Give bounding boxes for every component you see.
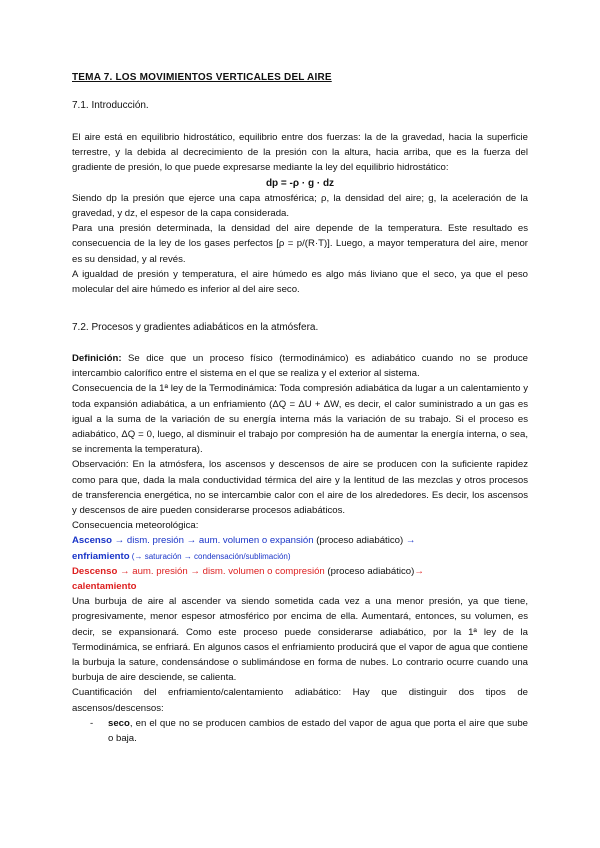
- process-type-list: [72, 716, 528, 746]
- ascent-result: enfriamiento: [72, 550, 130, 562]
- definition-text: Se dice que un proceso físico (termodinámico) es adiabático cuando no se produce intercambio calorífico entre el sistema en el que se realiza y el exterior al sistema.: [72, 353, 528, 380]
- descent-process: (proceso adiabático): [324, 565, 415, 577]
- meteo-label: Consecuencia meteorológica:: [72, 520, 199, 532]
- ascent-note: (→ saturación → condensación/sublimación): [129, 551, 291, 561]
- descent-chain: → aum. presión → dism. volumen o compresión: [117, 565, 325, 577]
- observation-paragraph: Observación: En la atmósfera, los ascensos y descensos de aire se producen con la suficiente rapidez como para que, dada la mala conductividad térmica del aire y la lentitud de las mezclas y otros procesos de transferencia energética, no se intercambie calor con el aire de los alrededores. Es decir, los ascensos y descensos de aire pueden considerarse procesos adiabáticos.: [72, 459, 528, 517]
- formula-explanation: Siendo dp la presión que ejerce una capa atmosférica; ρ, la densidad del aire; g, la aceleración de la gravedad, y dz, el espesor de la capa considerada.: [72, 192, 528, 220]
- ascent-word: Ascenso: [72, 535, 112, 547]
- section-7-2-body: [72, 351, 528, 746]
- section-heading-7-2: 7.2. Procesos y gradientes adiabáticos en la atmósfera.: [72, 322, 319, 333]
- hydrostatic-formula: dp = -ρ · g · dz: [265, 177, 335, 189]
- descent-arrow: →: [414, 565, 424, 577]
- consequence-paragraph: Consecuencia de la 1ª ley de la Termodinámica: Toda compresión adiabática da lugar a un calentamiento y toda expansión adiabática, a un enfriamiento (ΔQ = ΔU + ΔW, es decir, el calor suministrado a un gas es igual a la suma de la variación de su energía interna más la variación de su trabajo. Si el proceso es adiabático, ΔQ = 0, luego, al disminuir el trabajo por compresión ha de aumentar la energía interna, o sea, se incrementa la temperatura).: [72, 383, 528, 456]
- ascent-arrow: →: [405, 535, 416, 547]
- descent-word: Descenso: [72, 565, 118, 577]
- dry-label: seco: [108, 717, 130, 729]
- descent-result: calentamiento: [72, 581, 137, 593]
- humid-air-paragraph: A igualdad de presión y temperatura, el aire húmedo es algo más liviano que el seco, ya que el peso molecular del aire húmedo es inferior al del aire seco.: [72, 268, 528, 296]
- list-item-dry: [108, 716, 528, 746]
- dry-text: , en el que no se producen cambios de estado del vapor de agua que porta el aire que sube o baja.: [108, 717, 528, 745]
- density-paragraph: Para una presión determinada, la densidad del aire depende de la temperatura. Este resultado es consecuencia de la ley de los gases perfectos [ρ = p/(R·T)]. Luego, a mayor temperatura del aire, menor es su densidad, y al revés.: [72, 223, 528, 265]
- ascent-line: [72, 533, 528, 563]
- quantification-paragraph: Cuantificación del enfriamiento/calentamiento adiabático: Hay que distinguir dos tipos de ascensos/descensos:: [72, 687, 528, 714]
- page-title: TEMA 7. LOS MOVIMIENTOS VERTICALES DEL AIRE: [72, 72, 332, 83]
- descent-line: [72, 564, 528, 594]
- bubble-paragraph: Una burbuja de aire al ascender va siendo sometida cada vez a una menor presión, ya que tiene, progresivamente, menor espesor atmosférico por encima de ella. Aumentará, entonces, su volumen, es decir, se expansionará. Como este proceso puede considerarse adiabático, por la 1ª ley de la Termodinámica, se enfriará. En algunos casos el enfriamiento producirá que el vapor de agua que contiene la burbuja la sature, condensándose o sublimándose en forma de nubes. Lo contrario ocurre cuando una burbuja de aire desciende, se calienta.: [72, 596, 528, 684]
- section-heading-7-1: 7.1. Introducción.: [72, 100, 149, 111]
- ascent-process: (proceso adiabático): [313, 535, 406, 547]
- ascent-chain: → dism. presión → aum. volumen o expansión: [112, 535, 314, 547]
- definition-paragraph: [72, 351, 528, 381]
- definition-label: Definición:: [72, 353, 122, 364]
- intro-paragraph: El aire está en equilibrio hidrostático, equilibrio entre dos fuerzas: la de la gravedad, hacia la superficie terrestre, y la debida al decrecimiento de la presión con la altura, hacia arriba, que es la fuerza del gradiente de presión, lo que puede expresarse mediante la ley del equilibrio hidrostático:: [72, 132, 528, 174]
- section-7-1-body: [72, 130, 528, 297]
